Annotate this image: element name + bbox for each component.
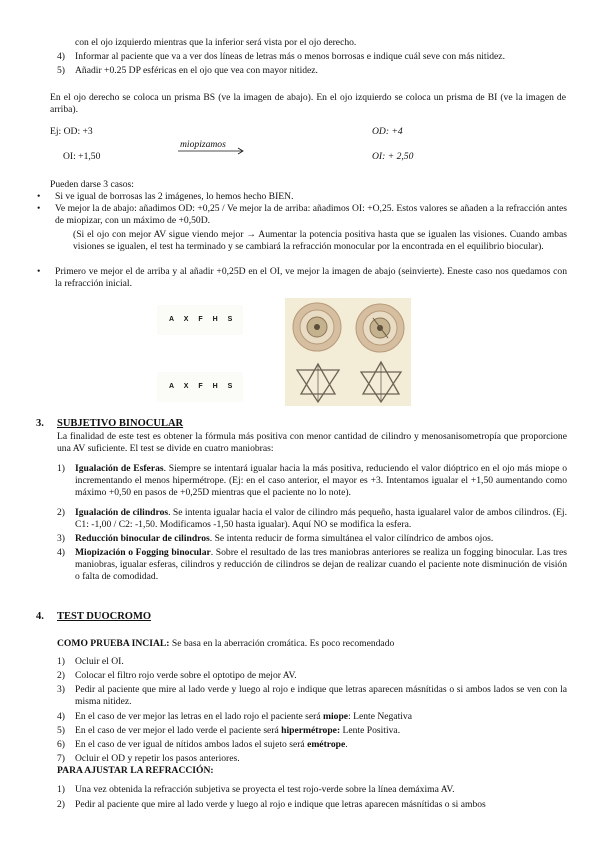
bold-term: Miopización o Fogging binocular	[75, 547, 211, 558]
list-text: Ocluir el OI.	[75, 656, 124, 667]
letters-top: A X F H S	[169, 316, 237, 323]
list-text: Una vez obtenida la refracción subjetiva se proyecta el test rojo-verde sobre la línea demáxima AV.	[75, 784, 455, 795]
case-note: (Si el ojo con mejor AV sigue viendo mejor → Aumentar la potencia positiva hasta que se igualen las visiones. Cuando ambas visiones se igualen, el test ha terminado y se cambiará la refracción monocular por la encontrada en el equilibrio biocular).	[73, 229, 567, 253]
circle-target-right	[356, 304, 404, 352]
list-number: 1)	[57, 784, 65, 795]
list-text: Ocluir el OD y repetir los pasos anteriores.	[75, 753, 240, 764]
case-text: Primero ve mejor el de arriba y al añadir +0,25D en el OI, ve mejor la imagen de abajo (seinvierte). Eneste caso nos quedamos con la refracción inicial.	[55, 266, 567, 290]
list-number: 5)	[57, 65, 65, 76]
list-text: Pedir al paciente que mire al lado verde y luego al rojo e indique que letras aparecen másnítidas o si ambos	[75, 799, 486, 810]
letter-chart-top	[157, 305, 243, 335]
term-desc: . Siempre se intentará igualar hacia la más positiva, reduciendo el valor dióptrico en el ojo más miope o incrementando el menos hipermétrope. (Ej: en el caso anterior, el mayor es +3. Intentamos igualar el +1,50 aumentando como máximo +0,50 en pasos de +0,25D mientras que el paciente no lo note).	[75, 463, 567, 499]
list-text: Colocar el filtro rojo verde sobre el optotipo de mejor AV.	[75, 670, 297, 681]
list-number: 6)	[57, 739, 65, 750]
case-text: Ve mejor la de abajo: añadimos OD: +0,25 / Ve mejor la de arriba: añadimos OI: +O,25. Estos valores se añaden a la refracción antes de miopizar, con un máximo de +0,50D.	[55, 203, 567, 227]
list-number: 2)	[57, 507, 65, 518]
list-text: En el caso de ver mejor el lado verde el paciente será hipermétrope: Lente Positiva.	[75, 725, 401, 736]
list-text: En el caso de ver igual de nítidos ambos lados el sujeto será emétrope.	[75, 739, 348, 750]
right-arrow-icon	[178, 147, 248, 155]
subheading-inicial	[57, 638, 567, 650]
subheading-bold: COMO PRUEBA INCIAL:	[57, 638, 170, 649]
section-number: 4.	[36, 611, 44, 622]
section-title: SUBJETIVO BINOCULAR	[57, 418, 184, 429]
list-number: 4)	[57, 51, 65, 62]
list-text	[75, 547, 567, 584]
bold-term: Igualación de cilindros	[75, 507, 169, 518]
list-number: 4)	[57, 711, 65, 722]
list-number: 1)	[57, 656, 65, 667]
list-number: 5)	[57, 725, 65, 736]
list-number: 3)	[57, 684, 65, 695]
list-number: 2)	[57, 670, 65, 681]
list-text: Informar al paciente que va a ver dos líneas de letras más o menos borrosas e indique cuál seve con más nitidez.	[75, 51, 505, 62]
list-text: En el caso de ver mejor las letras en el lado rojo el paciente será miope: Lente Negativa	[75, 711, 412, 722]
term-desc: . Se intenta reducir de forma simultánea el valor cilíndrico de ambos ojos.	[209, 533, 494, 544]
bold-term: Reducción binocular de cilindros	[75, 533, 210, 544]
letter-chart-bottom	[157, 372, 243, 402]
letters-bottom: A X F H S	[169, 383, 237, 390]
list-number: 2)	[57, 799, 65, 810]
term-desc: . Se intenta igualar hacia el valor de cilindro más pequeño, hasta igualarel valor de ambos cilindros. (Ej. C1: -1,00 / C2: -1,50. Modificamos -1,50 hasta igualar). Aquí NO se modifica la esfera.	[75, 507, 567, 531]
example-left-od: Ej: OD: +3	[50, 126, 93, 137]
section-title: TEST DUOCROMO	[57, 611, 152, 622]
arrow-label: miopizamos	[180, 139, 226, 150]
list-text	[75, 507, 567, 531]
list-text: Añadir +0.25 DP esféricas en el ojo que vea con mayor nitidez.	[75, 65, 318, 76]
term-desc: . Sobre el resultado de las tres maniobras anteriores se realiza un fogging binocular. Las tres maniobras, igualar esferas, cilindros y reducción de cilindros se dejan de realizar cuando el paciente note disminución de visión o falta de comodidad.	[75, 547, 567, 583]
example-left-oi: OI: +1,50	[63, 151, 101, 162]
list-text	[75, 533, 567, 545]
list-text: Pedir al paciente que mire al lado verde y luego al rojo e indique que letras aparecen másnítidas o si ambos lados se ven con la misma nitidez.	[75, 684, 567, 708]
example-right-od: OD: +4	[372, 126, 403, 137]
example-right-oi: OI: + 2,50	[372, 151, 414, 162]
paragraph-prism: En el ojo derecho se coloca un prisma BS (ve la imagen de abajo). En el ojo izquierdo se coloca un prisma de BI (ve la imagen de arriba).	[50, 92, 566, 116]
cases-intro: Pueden darse 3 casos:	[50, 179, 134, 190]
list-number: 1)	[57, 463, 65, 474]
section-intro: La finalidad de este test es obtener la fórmula más positiva con menor cantidad de cilindro y menosanisometropía que proporcione una AV suficiente. El test se divide en cuatro maniobras:	[57, 431, 567, 455]
list-number: 7)	[57, 753, 65, 764]
circle-target-left	[293, 303, 341, 351]
subheading-ajustar: PARA AJUSTAR LA REFRACCIÓN:	[57, 765, 214, 776]
case-text: Si ve igual de borrosas las 2 imágenes, lo hemos hecho BIEN.	[55, 191, 294, 202]
subheading-desc: Se basa en la aberración cromática. Es poco recomendado	[169, 638, 395, 649]
bullet: •	[37, 203, 41, 214]
prism-images	[285, 298, 411, 406]
bullet: •	[37, 191, 41, 202]
list-number: 3)	[57, 533, 65, 544]
bold-term: Igualación de Esferas	[75, 463, 164, 474]
section-number: 3.	[36, 418, 44, 429]
continued-line: con el ojo izquierdo mientras que la inferior será vista por el ojo derecho.	[75, 37, 357, 48]
list-text	[75, 463, 567, 500]
list-number: 4)	[57, 547, 65, 558]
bullet: •	[37, 266, 41, 277]
